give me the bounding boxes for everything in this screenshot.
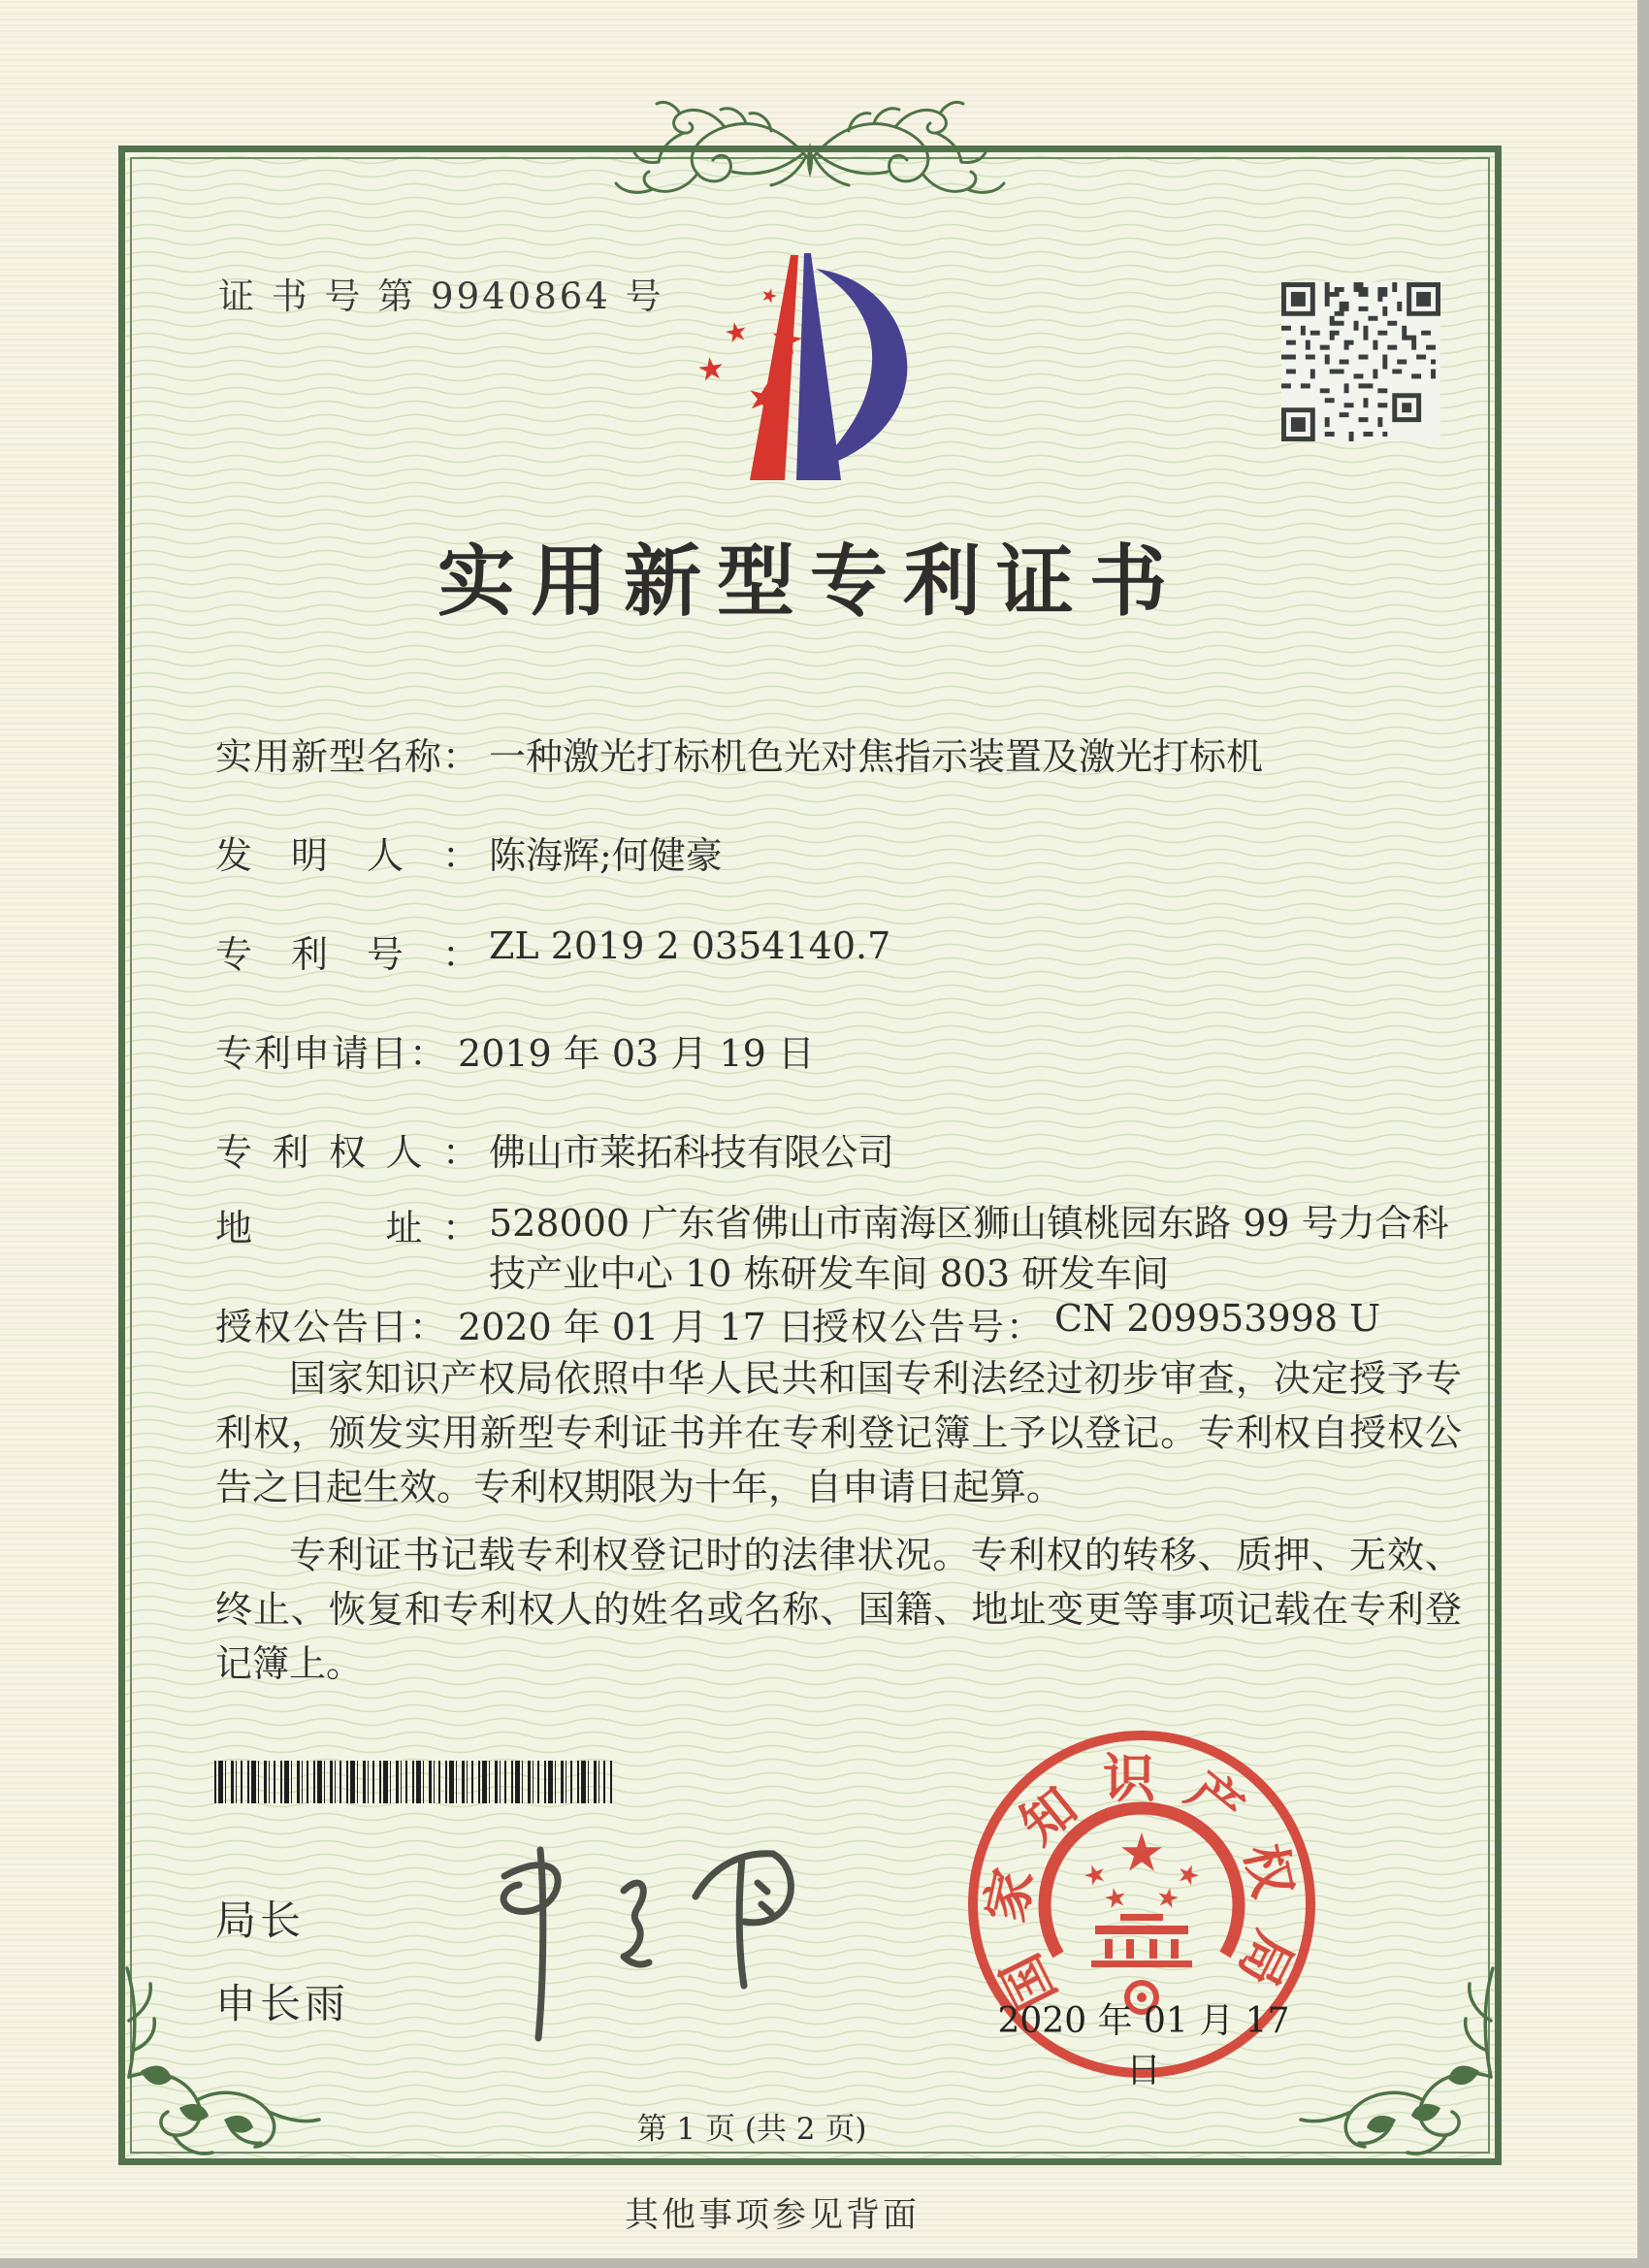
field-value: 2019 年 03 月 19 日	[458, 1032, 815, 1075]
field-label: 实用新型名称：	[215, 735, 479, 778]
field-utility-model-name	[215, 727, 1263, 780]
field-label: 地 址：	[215, 1207, 479, 1249]
legal-text	[215, 1351, 1462, 1704]
field-label: 发明人：	[215, 834, 479, 877]
certificate-number: 证 书 号 第 9940864 号	[218, 275, 664, 317]
field-label: 授权公告日：	[215, 1306, 449, 1348]
field-value: 一种激光打标机色光对焦指示装置及激光打标机	[489, 735, 1264, 778]
certificate-title: 实用新型专利证书	[437, 535, 1182, 627]
legal-paragraph: 国家知识产权局依照中华人民共和国专利法经过初步审查，决定授予专利权，颁发实用新型专利证书并在专利登记簿上予以登记。专利权自授权公告之日起生效。专利权期限为十年，自申请日起算。	[215, 1357, 1462, 1508]
field-label: 专利号：	[215, 933, 479, 976]
field-value: 2020 年 01 月 17 日	[458, 1306, 815, 1348]
back-note: 其他事项参见背面	[624, 2196, 920, 2235]
field-address	[215, 1198, 1449, 1299]
director-title: 局长	[215, 1896, 306, 1944]
certificate-border	[118, 146, 1502, 2165]
field-value: CN 209953998 U	[1054, 1297, 1381, 1340]
field-value: 佛山市莱拓科技有限公司	[489, 1131, 895, 1174]
field-filing-date	[215, 1023, 815, 1077]
field-value: 528000 广东省佛山市南海区狮山镇桃园东路 99 号力合科技产业中心 10 栋研发车间 803 研发车间	[489, 1202, 1449, 1295]
seal-arc-text: 国家知识产权局	[973, 1746, 1310, 2020]
field-label: 授权公告号：	[812, 1306, 1046, 1348]
legal-paragraph: 专利证书记载专利权登记时的法律状况。专利权的转移、质押、无效、终止、恢复和专利权人的姓名或名称、国籍、地址变更等事项记载在专利登记簿上。	[215, 1534, 1462, 1685]
field-patent-number	[215, 924, 890, 978]
logo-red-wedge	[750, 255, 798, 480]
cnipa-logo	[668, 245, 940, 494]
field-value: 陈海辉;何健豪	[489, 834, 723, 877]
field-value: ZL 2019 2 0354140.7	[489, 924, 891, 967]
barcode	[214, 1761, 614, 1803]
field-grant-number	[812, 1297, 1380, 1350]
seal-national-emblem	[1045, 1808, 1239, 2012]
qr-code	[1281, 282, 1440, 441]
director-name: 申长雨	[215, 1980, 350, 2027]
seal-date: 2020 年 01 月 17 日	[997, 2001, 1290, 2090]
field-grant-row	[215, 1297, 1381, 1350]
field-label: 专利权人：	[215, 1131, 479, 1174]
field-label: 专利申请日：	[215, 1032, 449, 1075]
signature-shen-changyu	[451, 1832, 820, 2065]
logo-purple-wedge	[796, 253, 841, 480]
page-number: 第 1 页 (共 2 页)	[636, 2112, 867, 2147]
field-patentee	[215, 1122, 894, 1176]
field-inventor	[215, 826, 723, 879]
